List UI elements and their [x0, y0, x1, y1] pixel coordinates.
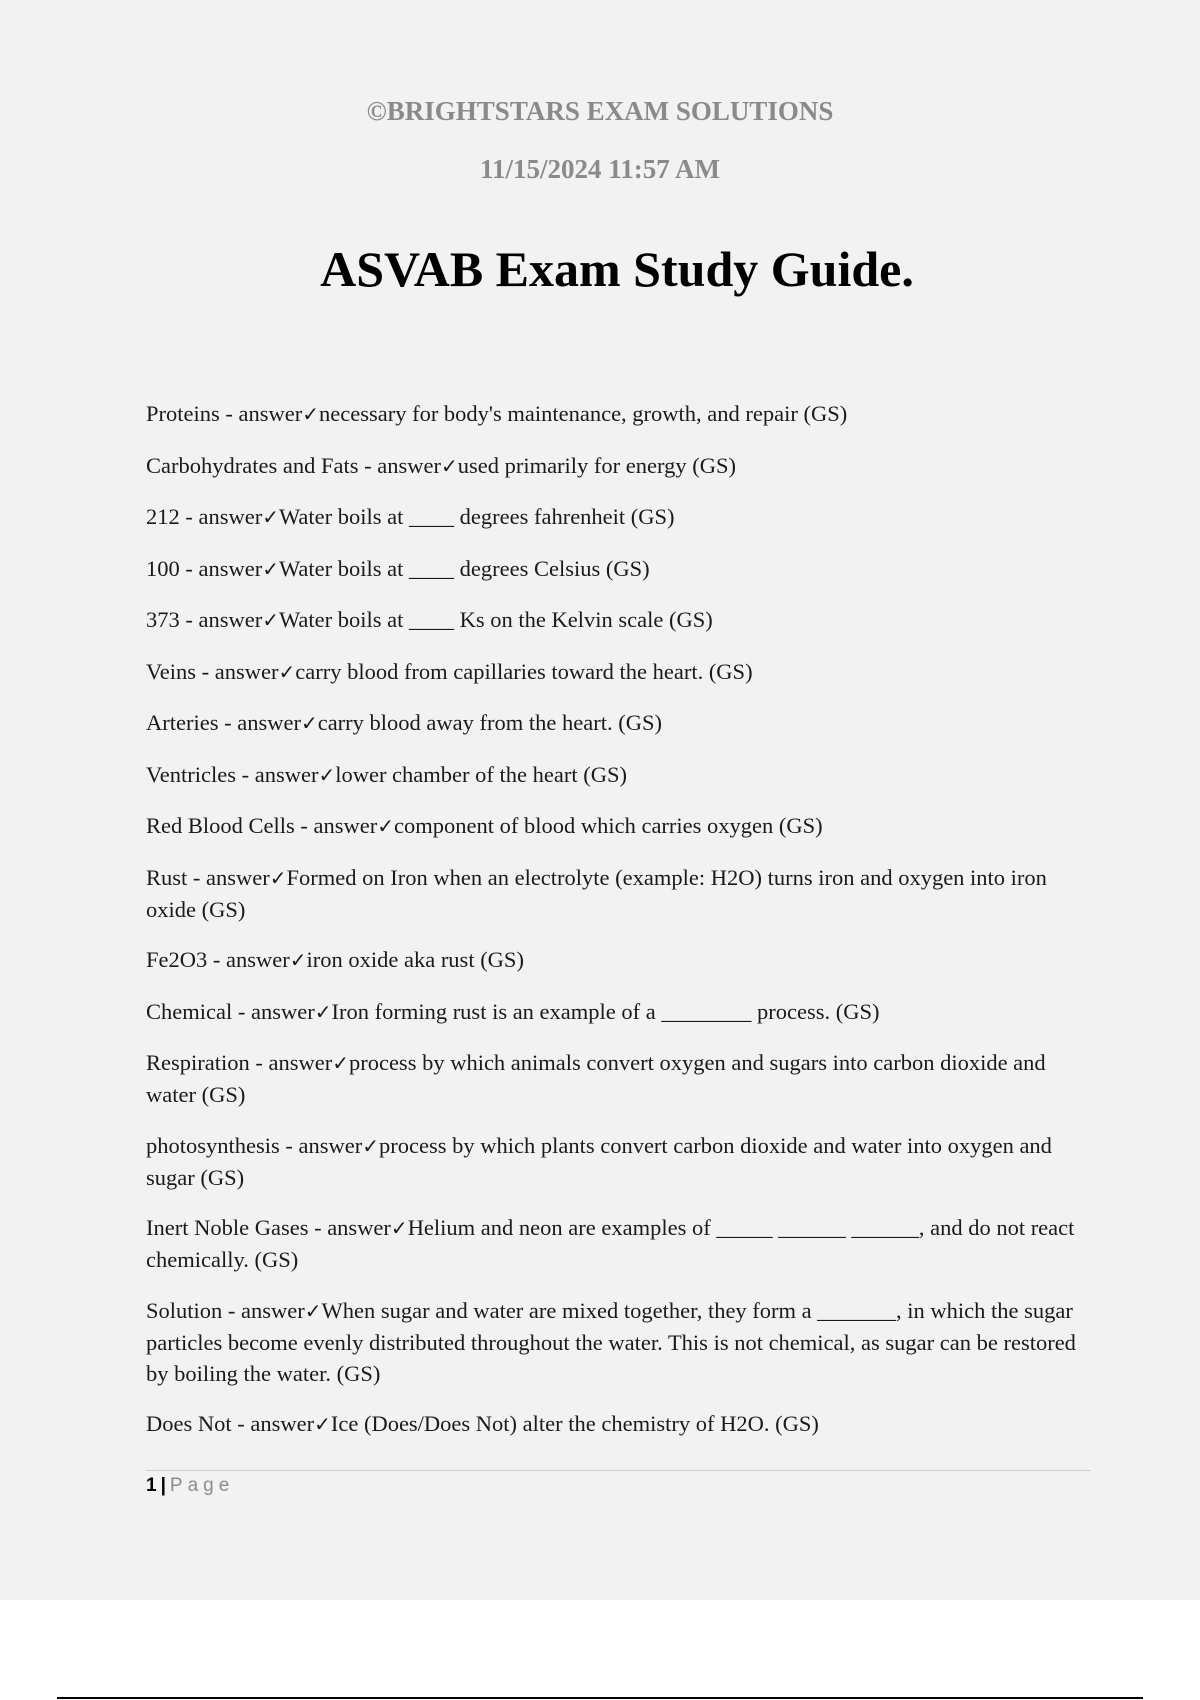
- next-page-rule: [57, 1697, 1143, 1699]
- entry-separator: - answer: [196, 658, 279, 684]
- entry-answer: carry blood away from the heart. (GS): [317, 710, 662, 735]
- checkmark-icon: ✓: [262, 556, 279, 581]
- checkmark-icon: ✓: [377, 814, 394, 838]
- entry-answer: process by which animals convert oxygen and sugars into carbon dioxide and water (GS): [146, 1050, 1046, 1107]
- entry-answer: lower chamber of the heart (GS): [335, 761, 627, 787]
- entry-separator: - answer: [235, 761, 319, 787]
- entry-term: Fe2O3: [146, 947, 208, 972]
- study-entry: [146, 1130, 1081, 1193]
- entry-term: 212: [146, 504, 180, 529]
- entry-term: Does Not: [146, 1411, 232, 1436]
- footer-bar: |: [160, 1475, 166, 1496]
- entry-term: Inert Noble Gases: [146, 1215, 309, 1240]
- entry-separator: - answer: [249, 1050, 333, 1075]
- page-footer: [146, 1475, 234, 1497]
- entry-separator: - answer: [207, 947, 290, 972]
- entry-term: 100: [146, 555, 180, 581]
- study-entry: [146, 1408, 1081, 1440]
- entry-separator: - answer: [279, 1132, 363, 1158]
- entry-answer: Helium and neon are examples of _____ ______ ______, and do not react chemically. (GS): [146, 1215, 1075, 1272]
- study-entry: [146, 862, 1081, 925]
- entry-answer: component of blood which carries oxygen (GS): [394, 813, 823, 838]
- checkmark-icon: ✓: [390, 1216, 408, 1240]
- page-number: 1: [146, 1475, 157, 1496]
- entry-term: Carbohydrates and Fats: [146, 452, 359, 478]
- entry-separator: - answer: [187, 864, 270, 890]
- checkmark-icon: ✓: [269, 865, 287, 890]
- entry-separator: - answer: [308, 1215, 391, 1240]
- entry-term: Ventricles: [146, 761, 236, 787]
- study-entry: [146, 944, 1081, 976]
- entry-answer: Iron forming rust is an example of a ________ process. (GS): [331, 998, 880, 1024]
- checkmark-icon: ✓: [440, 453, 458, 478]
- entry-answer: When sugar and water are mixed together, they form a _______, in which the sugar particles become evenly distributed throughout the water. This is not chemical, as sugar can be restored by boiling the water. (GS): [146, 1297, 1076, 1386]
- entry-answer: Formed on Iron when an electrolyte (example: H2O) turns iron and oxygen into iron oxide (GS): [146, 864, 1047, 922]
- entry-term: Respiration: [146, 1050, 250, 1075]
- entry-term: photosynthesis: [146, 1132, 280, 1158]
- study-entry: [146, 553, 1081, 585]
- entry-answer: Water boils at ____ Ks on the Kelvin scale (GS): [278, 607, 713, 632]
- entry-term: Proteins: [146, 401, 220, 426]
- study-entry: [146, 759, 1081, 791]
- entry-term: 373: [146, 607, 180, 632]
- study-entry: [146, 604, 1081, 636]
- entry-separator: - answer: [222, 1297, 305, 1323]
- entry-separator: - answer: [231, 1411, 315, 1436]
- study-entry: [146, 1295, 1081, 1389]
- study-entry: [146, 450, 1081, 482]
- entry-separator: - answer: [294, 813, 378, 838]
- entry-separator: - answer: [232, 998, 315, 1024]
- entry-separator: - answer: [219, 401, 303, 426]
- brand-header: ©BRIGHTSTARS EXAM SOLUTIONS: [366, 96, 834, 126]
- entry-term: Arteries: [146, 710, 219, 735]
- checkmark-icon: ✓: [332, 1051, 349, 1075]
- entry-term: Veins: [146, 658, 196, 684]
- study-entry: [146, 810, 1081, 842]
- entry-term: Chemical: [146, 998, 233, 1024]
- entry-separator: - answer: [179, 555, 263, 581]
- entry-answer: Ice (Does/Does Not) alter the chemistry of H2O. (GS): [330, 1411, 819, 1436]
- entry-answer: necessary for body's maintenance, growth, and repair (GS): [319, 401, 848, 426]
- checkmark-icon: ✓: [302, 402, 319, 426]
- checkmark-icon: ✓: [289, 948, 307, 972]
- entry-term: Solution: [146, 1297, 223, 1323]
- entry-answer: iron oxide aka rust (GS): [306, 947, 524, 972]
- study-entry: [146, 1212, 1081, 1275]
- entry-answer: carry blood from capillaries toward the heart. (GS): [295, 658, 753, 684]
- entry-separator: - answer: [179, 504, 263, 529]
- document-title: ASVAB Exam Study Guide.: [320, 241, 914, 297]
- entry-separator: - answer: [218, 710, 301, 735]
- checkmark-icon: ✓: [278, 659, 296, 684]
- checkmark-icon: ✓: [318, 762, 336, 787]
- checkmark-icon: ✓: [262, 608, 279, 632]
- study-entry: [146, 656, 1081, 688]
- footer-divider: [146, 1470, 1091, 1471]
- checkmark-icon: ✓: [262, 505, 279, 529]
- study-entry: [146, 996, 1081, 1028]
- checkmark-icon: ✓: [304, 1298, 322, 1323]
- checkmark-icon: ✓: [362, 1133, 379, 1158]
- entry-separator: - answer: [179, 607, 263, 632]
- study-entry: [146, 707, 1081, 739]
- study-entry: [146, 501, 1081, 533]
- entry-answer: Water boils at ____ degrees Celsius (GS): [278, 555, 650, 581]
- checkmark-icon: ✓: [314, 999, 332, 1024]
- checkmark-icon: ✓: [314, 1412, 331, 1436]
- page-label: Page: [169, 1475, 235, 1496]
- study-entry: [146, 1047, 1081, 1110]
- entry-answer: Water boils at ____ degrees fahrenheit (GS): [278, 504, 675, 529]
- entry-separator: - answer: [358, 452, 441, 478]
- timestamp-header: 11/15/2024 11:57 AM: [479, 154, 720, 184]
- study-entries-list: [146, 398, 1081, 1460]
- entry-term: Red Blood Cells: [146, 813, 295, 838]
- checkmark-icon: ✓: [300, 711, 318, 735]
- entry-term: Rust: [146, 864, 188, 890]
- entry-answer: used primarily for energy (GS): [457, 452, 736, 478]
- study-entry: [146, 398, 1081, 430]
- entry-answer: process by which plants convert carbon dioxide and water into oxygen and sugar (GS): [146, 1132, 1052, 1190]
